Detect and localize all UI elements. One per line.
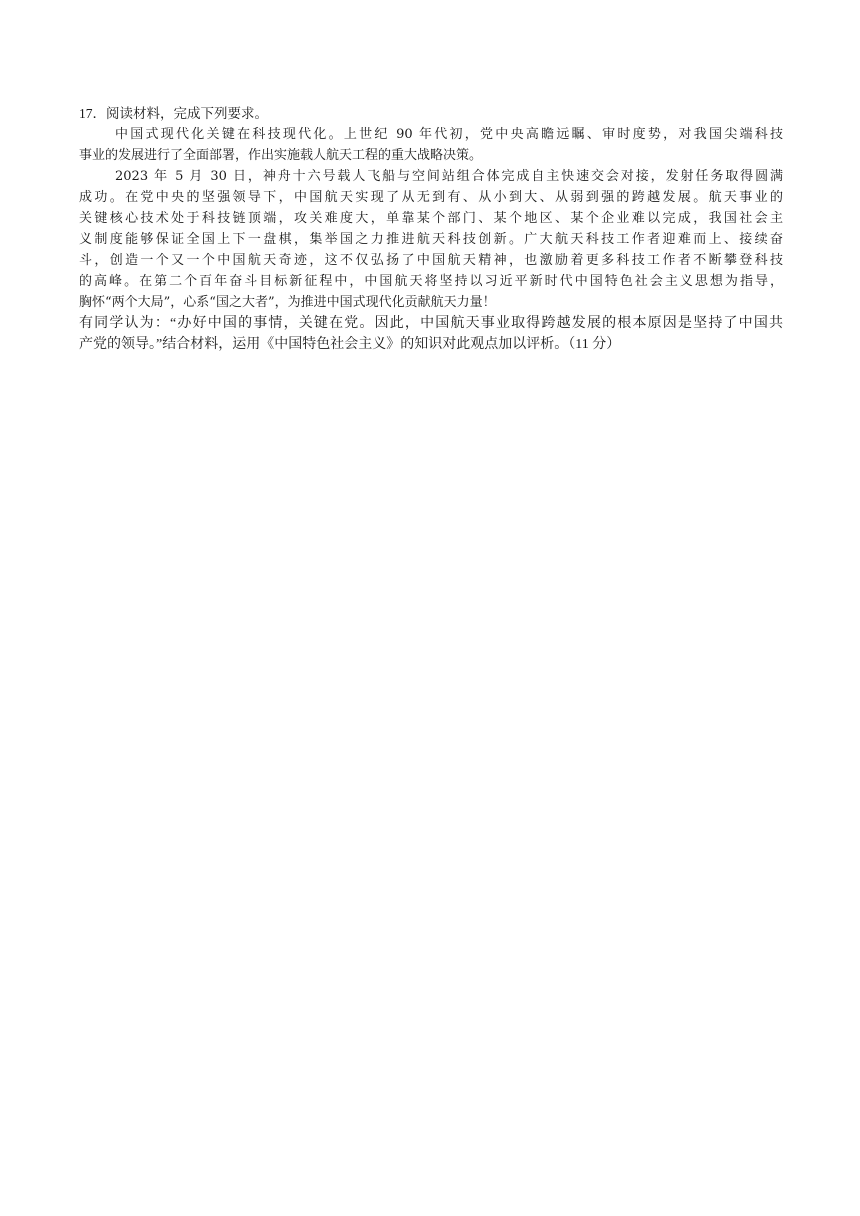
material-line: 义制度能够保证全国上下一盘棋，集举国之力推进航天科技创新。广大航天科技工作者迎难而上、接续奋 [79, 232, 783, 247]
material-line: 斗，创造一个又一个中国航天奇迹，这不仅弘扬了中国航天精神，也激励着更多科技工作者不断攀登科技 [79, 253, 783, 268]
question-title: 17．阅读材料，完成下列要求。 [79, 106, 268, 121]
material-paragraph-1 [79, 124, 783, 166]
material-line: 成功。在党中央的坚强领导下，中国航天实现了从无到有、从小到大、从弱到强的跨越发展。航天事业的 [79, 190, 783, 205]
material-line: 关键核心技术处于科技链顶端，攻关难度大，单靠某个部门、某个地区、某个企业难以完成，我国社会主 [79, 211, 783, 226]
material-line: 2023 年 5 月 30 日，神舟十六号载人飞船与空间站组合体完成自主快速交会对接，发射任务取得圆满 [115, 169, 783, 184]
question-prompt [79, 313, 783, 355]
material-line: 事业的发展进行了全面部署，作出实施载人航天工程的重大战略决策。 [79, 148, 483, 163]
material-line: 胸怀“两个大局”，心系“国之大者”，为推进中国式现代化贡献航天力量！ [79, 295, 496, 310]
material-line: 的高峰。在第二个百年奋斗目标新征程中，中国航天将坚持以习近平新时代中国特色社会主义思想为指导， [79, 274, 783, 289]
question-block [79, 103, 783, 355]
prompt-line: 产党的领导。”结合材料，运用《中国特色社会主义》的知识对此观点加以评析。（11 分） [79, 337, 621, 352]
prompt-line: 有同学认为：“办好中国的事情，关键在党。因此，中国航天事业取得跨越发展的根本原因是坚持了中国共 [79, 316, 783, 331]
material-paragraph-2 [79, 166, 783, 313]
material-line: 中国式现代化关键在科技现代化。上世纪 90 年代初，党中央高瞻远瞩、审时度势，对我国尖端科技 [115, 127, 783, 142]
